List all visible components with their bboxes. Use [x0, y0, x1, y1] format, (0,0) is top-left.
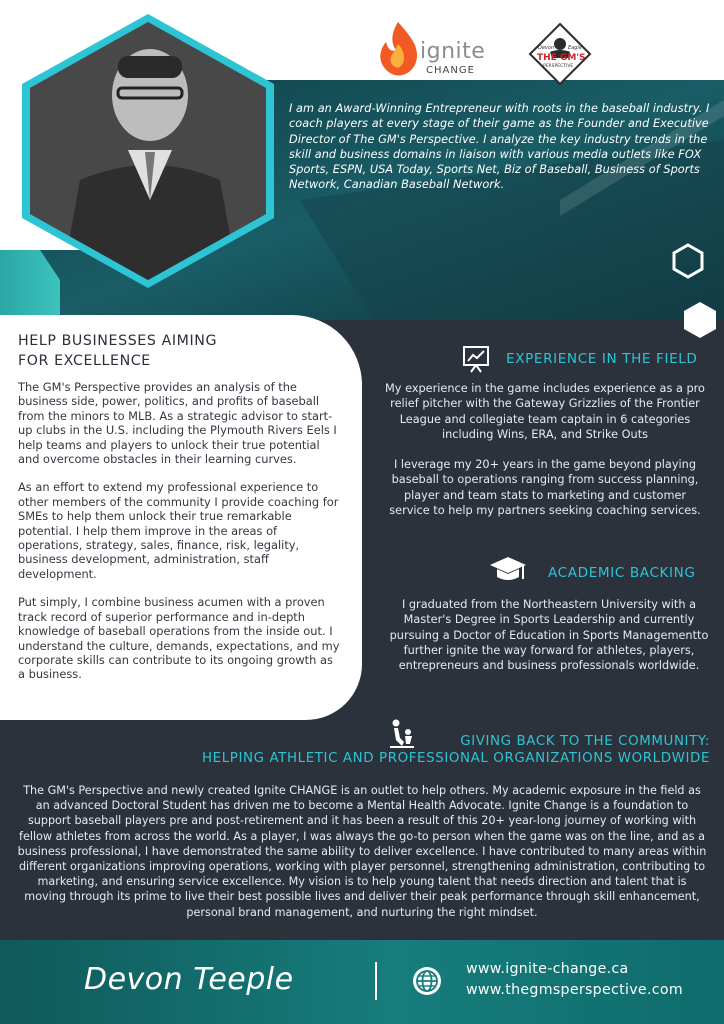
graduation-cap-icon [488, 555, 528, 587]
footer-name: Devon Teeple [84, 962, 294, 997]
help-paragraph: Put simply, I combine business acumen with a proven track record of superior performance and in-depth knowledge of baseball operations from the inside out. I understand the culture, demands, expectations, and my corporate skills can contribute to its ongoing growth as a business. [18, 595, 340, 682]
help-title-line2: FOR EXCELLENCE [18, 353, 151, 369]
help-paragraph: As an effort to extend my professional experience to other members of the community I provide coaching for SMEs to help them unlock their true remarkable potential. I help them improve in the areas of operations, strategy, sales, finance, risk, legality, business development, administration, staff development. [18, 480, 339, 581]
giving-title [150, 733, 710, 767]
gm-logo-main: THE GM'S [537, 53, 586, 63]
intro-text: I am an Award-Winning Entrepreneur with roots in the baseball industry. I coach players at every stage of their game as the Founder and Executive Director of The GM's Perspective. I analyze the key industry trends in the skill and business domains in liaison with various media outlets like FOX Sports, ESPN, USA Today, Sports Net, Biz of Baseball, Business of Sports Network, Canadian Baseball Network. [289, 102, 710, 192]
experience-paragraph: I leverage my 20+ years in the game beyond playing baseball to operations ranging from success planning, player and team stats to marketing and customer service to help my partners seeking coaching services. [389, 458, 701, 518]
footer-link-gm[interactable]: www.thegmsperspective.com [466, 982, 683, 998]
experience-paragraph: My experience in the game includes experience as a pro relief pitcher with the Gateway Grizzlies of the Frontier League and collegiate team captain in 6 categories including Wins, ERA, and Strike Outs [385, 382, 705, 441]
ignite-flame-icon [372, 20, 424, 80]
giving-title-line2: HELPING ATHLETIC AND PROFESSIONAL ORGANIZATIONS WORLDWIDE [202, 751, 710, 766]
academic-body: I graduated from the Northeastern University with a Master's Degree in Sports Leadership and currently pursuing a Doctor of Education in Sports Managementto further ignite the way forward for athletes, players, entrepreneurs and business professionals worldwide. [389, 598, 709, 673]
giving-body: The GM's Perspective and newly created Ignite CHANGE is an outlet to help others. My academic exposure in the field as an advanced Doctoral Student has driven me to become a Mental Health Advocate. Ignite Change is a foundation to support baseball players pre and post-retirement and it has been a result of this 20+ year-long journey of working with fellow athletes from across the world. As a player, I was always the go-to person when the game was on the line, and as a business professional, I have demonstrated the same ability to deliver excellence. I have contributed to many areas within different organizations improving operations, working with player personnel, strengthening administration, contributing to marketing, and ensuring service excellence. My vision is to help young talent that needs direction and talent that is moving through its prime to live their best possible lives and deliver their peak performance through skill enhancement, personal brand management, and nurturing the right mindset. [17, 784, 707, 919]
footer-divider [375, 962, 377, 1000]
gm-logo-top-right: Eagle [568, 45, 582, 51]
ignite-logo-sub: CHANGE [426, 65, 475, 76]
giving-title-line1: GIVING BACK TO THE COMMUNITY: [460, 734, 710, 749]
help-title [18, 331, 348, 371]
experience-body [382, 381, 708, 533]
ignite-logo-word: ignite [420, 39, 486, 64]
help-title-line1: HELP BUSINESSES AIMING [18, 333, 218, 349]
help-body [18, 380, 343, 696]
globe-icon [412, 966, 442, 996]
experience-title: EXPERIENCE IN THE FIELD [506, 351, 698, 367]
help-paragraph: The GM's Perspective provides an analysis of the business side, power, politics, and profits of baseball from the minors to MLB. As a strategic advisor to start-up clubs in the U.S. including the Plymouth Rivers Eels I help teams and players to unlock their true potential and overcome obstacles in their learning curves. [18, 380, 337, 467]
profile-photo [0, 0, 300, 300]
academic-title: ACADEMIC BACKING [548, 565, 696, 581]
gm-logo-sub: PERSPECTIVE [543, 64, 574, 69]
presentation-chart-icon [462, 345, 490, 373]
gm-logo-top-left: Devon [538, 45, 555, 51]
footer-link-ignite[interactable]: www.ignite-change.ca [466, 961, 629, 977]
